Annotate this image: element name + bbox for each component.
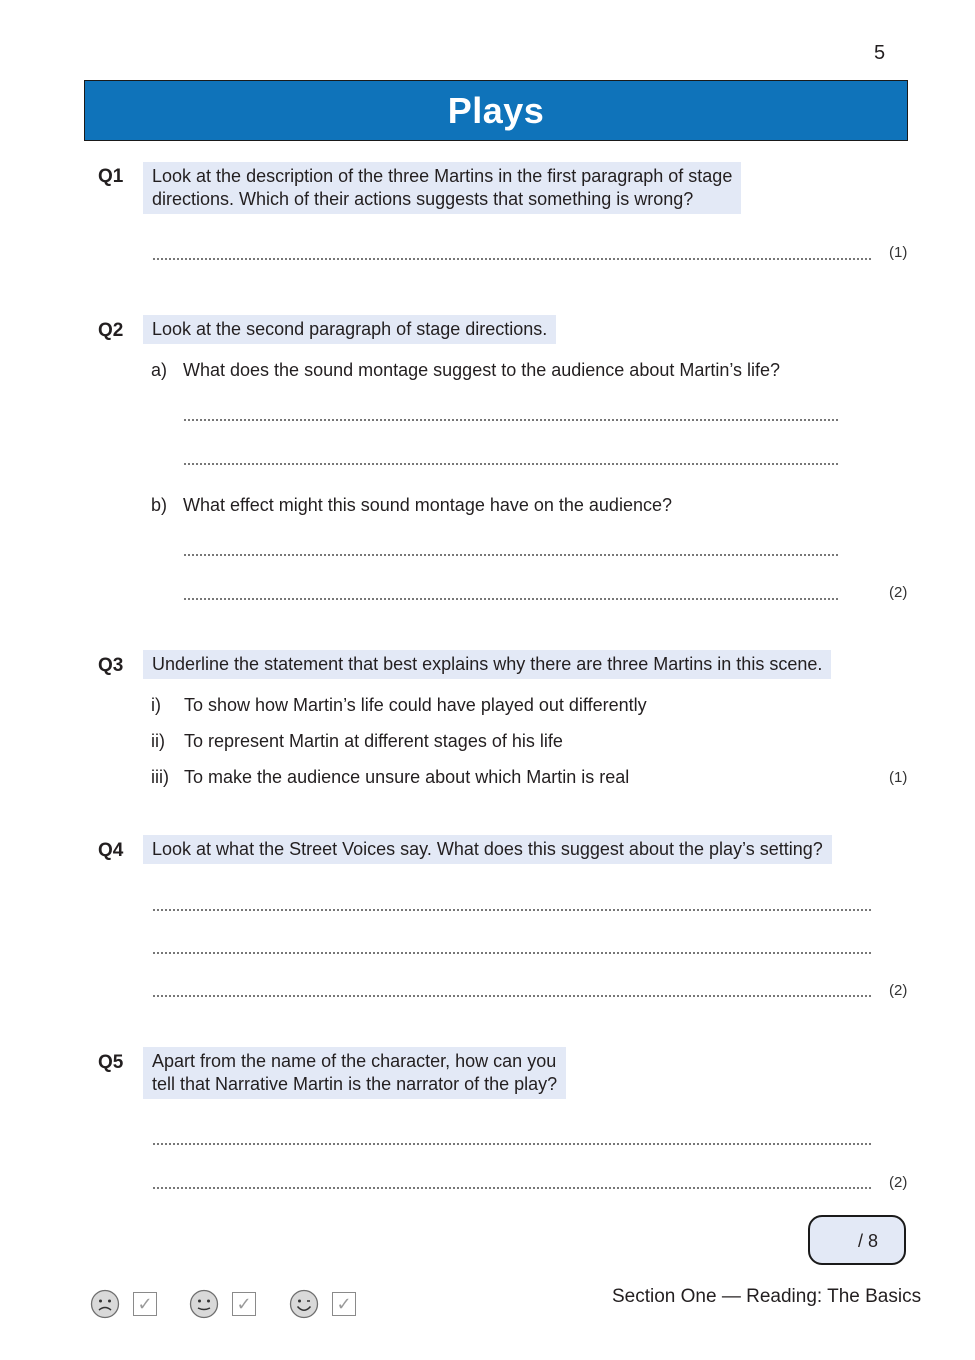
q1-answer-line[interactable] (152, 258, 871, 260)
page-title: Plays (447, 89, 545, 131)
section-footer: Section One — Reading: The Basics (612, 1286, 922, 1307)
q4-prompt: Look at what the Street Voices say. What does this suggest about the play’s setting? (143, 835, 832, 864)
q4-mark: (2) (889, 982, 908, 999)
q3-mark: (1) (889, 769, 908, 786)
check-icon: ✓ (336, 1294, 352, 1314)
q2-prompt: Look at the second paragraph of stage directions. (143, 315, 556, 344)
q2b-text: What effect might this sound montage have on the audience? (183, 495, 672, 515)
q2a-answer-line-1[interactable] (183, 419, 839, 421)
q3-option-i-label: i) (151, 695, 161, 715)
q5-answer-line-2[interactable] (152, 1187, 871, 1189)
neutral-face-icon[interactable] (189, 1289, 219, 1319)
happy-face-icon[interactable] (289, 1289, 319, 1319)
q1-prompt (143, 162, 741, 214)
q2a-text: What does the sound montage suggest to the audience about Martin’s life? (183, 360, 781, 380)
q4-label: Q4 (98, 840, 124, 861)
q1-mark: (1) (889, 244, 908, 261)
q5-answer-line-1[interactable] (152, 1143, 871, 1145)
q2-mark: (2) (889, 584, 908, 601)
q5-mark: (2) (889, 1174, 908, 1191)
q3-option-i-text[interactable]: To show how Martin’s life could have played out differently (184, 695, 647, 715)
q3-option-ii-label: ii) (151, 731, 165, 751)
q2b-answer-line-1[interactable] (183, 554, 839, 556)
q1-prompt-line2: directions. Which of their actions suggests that something is wrong? (152, 189, 694, 209)
q2a-label: a) (151, 360, 168, 380)
q5-prompt (143, 1047, 566, 1099)
happy-checkbox[interactable] (332, 1292, 356, 1316)
page-number: 5 (874, 42, 886, 64)
q2-label: Q2 (98, 320, 124, 341)
q3-option-ii-text[interactable]: To represent Martin at different stages of his life (184, 731, 563, 751)
neutral-checkbox[interactable] (232, 1292, 256, 1316)
q1-prompt-line1: Look at the description of the three Martins in the first paragraph of stage (152, 166, 733, 186)
score-box[interactable] (808, 1215, 906, 1265)
q1-label: Q1 (98, 166, 124, 187)
check-icon: ✓ (137, 1294, 153, 1314)
q3-label: Q3 (98, 655, 124, 676)
q2a-answer-line-2[interactable] (183, 463, 839, 465)
q4-answer-line-1[interactable] (152, 909, 871, 911)
sad-checkbox[interactable] (133, 1292, 157, 1316)
score-total: / 8 (857, 1231, 878, 1251)
q2b-label: b) (151, 495, 168, 515)
q2b-answer-line-2[interactable] (183, 598, 839, 600)
q4-answer-line-2[interactable] (152, 952, 871, 954)
q5-prompt-line1: Apart from the name of the character, how can you (152, 1051, 557, 1071)
title-banner (84, 80, 908, 141)
q5-label: Q5 (98, 1052, 124, 1073)
q4-answer-line-3[interactable] (152, 995, 871, 997)
q3-option-iii-label: iii) (151, 767, 169, 787)
sad-face-icon[interactable] (90, 1289, 120, 1319)
q5-prompt-line2: tell that Narrative Martin is the narrator of the play? (152, 1074, 558, 1094)
q3-option-iii-text[interactable]: To make the audience unsure about which Martin is real (184, 767, 630, 787)
q3-prompt: Underline the statement that best explains why there are three Martins in this scene. (143, 650, 831, 679)
check-icon: ✓ (236, 1294, 252, 1314)
